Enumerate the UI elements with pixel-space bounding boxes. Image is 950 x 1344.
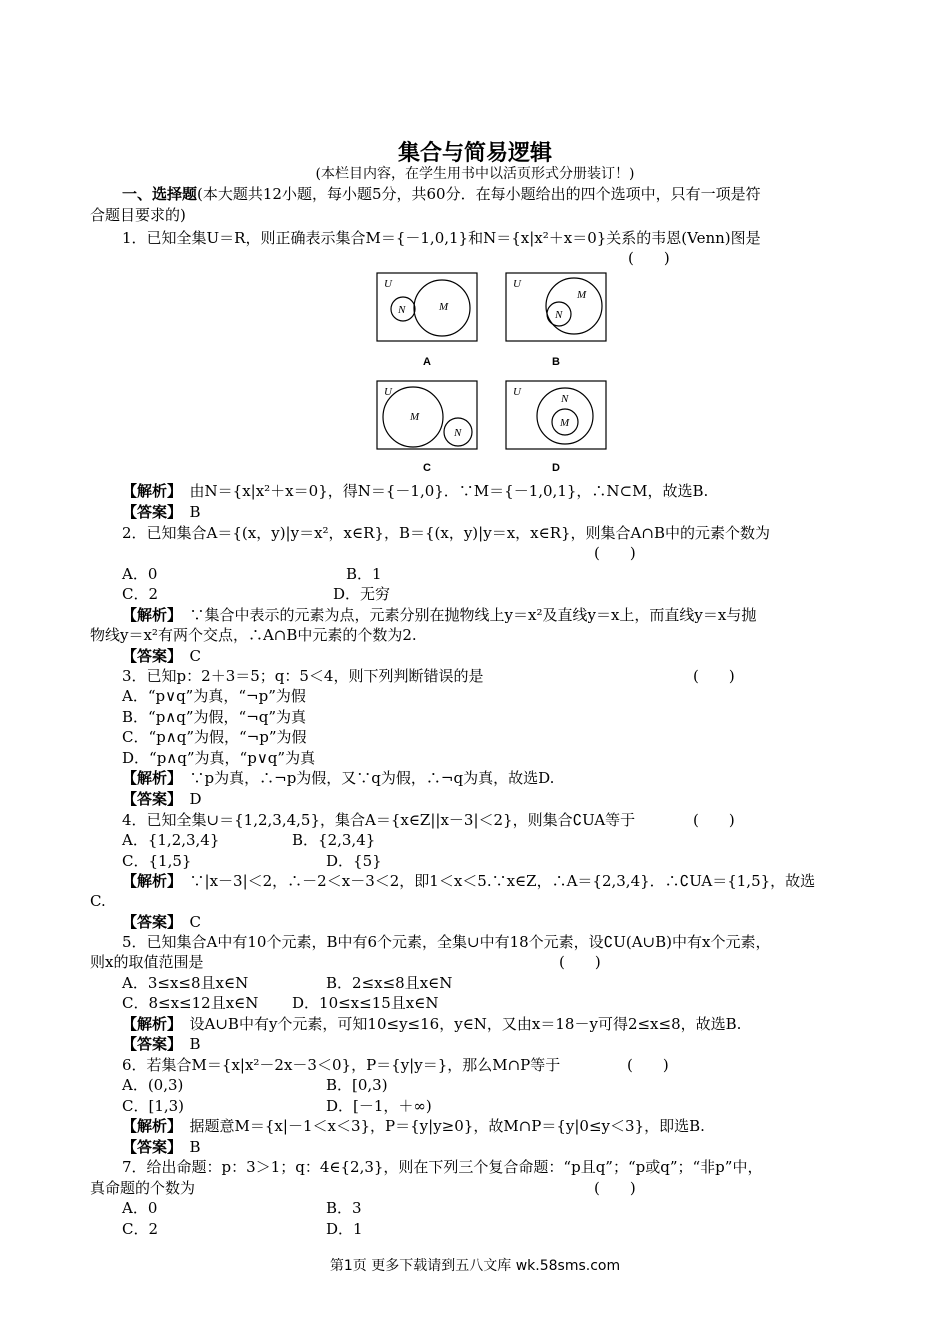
q6-answer-paren: ( ) [627, 1056, 669, 1074]
analysis-label: 【解析】 [122, 482, 175, 500]
q4-analysis-cont: C. [90, 892, 106, 910]
q3-option-d: D．“p∧q”为真，“p∨q”为真 [122, 749, 316, 767]
page-footer: 第1页 更多下载请到五八文库 wk.58sms.com [329, 1258, 621, 1274]
q4-option-a: A．{1,2,3,4} [122, 831, 220, 849]
venn-b-caption: B [552, 356, 560, 368]
q4-answer-paren: ( ) [693, 811, 735, 829]
q3-option-a: A．“p∨q”为真，“¬p”为假 [122, 687, 306, 705]
q7-stem: 7．给出命题：p：3＞1；q：4∈{2,3}，则在下列三个复合命题：“p且q”；“p或q”；“非p”中， [122, 1158, 763, 1176]
section-heading-line [122, 184, 761, 204]
q6-option-b: B．[0,3) [326, 1076, 388, 1094]
q2-answer-line [122, 646, 201, 666]
q6-analysis-line [122, 1116, 705, 1136]
q6-answer: B [189, 1138, 201, 1156]
venn-d-caption: D [552, 462, 560, 474]
q2-stem: 2．已知集合A＝{(x，y)|y＝x²，x∈R}，B＝{(x，y)|y＝x，x∈R}，则集合A∩B中的元素个数为 [122, 524, 770, 542]
q7-stem-cont: 真命题的个数为 [90, 1179, 196, 1197]
q2-answer-paren: ( ) [594, 544, 636, 562]
q1-answer-paren: ( ) [628, 249, 670, 267]
answer-label: 【答案】 [122, 1035, 175, 1053]
venn-c [376, 380, 480, 452]
q1-answer: B [189, 503, 201, 521]
section-desc-cont: 合题目要求的) [90, 206, 186, 224]
q2-option-b: B．1 [346, 565, 382, 583]
q2-option-c: C．2 [122, 585, 159, 603]
venn-a-n-label: N [398, 304, 406, 316]
q5-analysis: 设A∪B中有y个元素，可知10≤y≤16，y∈N，又由x＝18－y可得2≤x≤8，故选B. [189, 1015, 742, 1033]
venn-b-m-label: M [577, 289, 587, 301]
analysis-label: 【解析】 [122, 1117, 175, 1135]
q6-option-c: C．[1,3) [122, 1097, 185, 1115]
venn-c-m-label: M [410, 411, 420, 423]
q4-option-d: D．{5} [326, 852, 382, 870]
q2-analysis-line [122, 605, 756, 625]
q6-analysis: 据题意M＝{x|－1＜x＜3}，P＝{y|y≥0}，故M∩P＝{y|0≤y＜3}，即选B. [189, 1117, 705, 1135]
q2-option-a: A．0 [122, 565, 158, 583]
venn-a-m-label: M [439, 301, 449, 313]
q5-option-b: B．2≤x≤8且x∈N [326, 974, 453, 992]
q4-stem: 4．已知全集∪＝{1,2,3,4,5}，集合A＝{x∈Z||x－3|＜2}，则集合∁UA等于 [122, 811, 636, 829]
analysis-label: 【解析】 [122, 1015, 175, 1033]
q1-analysis-line [122, 481, 708, 501]
q4-answer: C [189, 913, 202, 931]
venn-b [505, 272, 609, 344]
q5-answer: B [189, 1035, 201, 1053]
venn-c-u-label: U [384, 386, 392, 398]
page-subtitle: (本栏目内容，在学生用书中以活页形式分册装订！) [315, 166, 635, 182]
answer-label: 【答案】 [122, 1138, 175, 1156]
answer-label: 【答案】 [122, 647, 175, 665]
q6-option-a: A．(0,3) [122, 1076, 184, 1094]
q6-stem: 6．若集合M＝{x|x²－2x－3＜0}，P＝{y|y＝}，那么M∩P等于 [122, 1056, 561, 1074]
q3-option-b: B．“p∧q”为假，“¬q”为真 [122, 708, 307, 726]
q5-stem-cont: 则x的取值范围是 [90, 953, 204, 971]
analysis-label: 【解析】 [122, 606, 175, 624]
q2-analysis-cont: 物线y＝x²有两个交点，∴A∩B中元素的个数为2. [90, 626, 417, 644]
q4-analysis-line [122, 871, 815, 891]
venn-d-m-label: M [560, 417, 570, 429]
q3-analysis-line [122, 768, 554, 788]
q7-answer-paren: ( ) [594, 1179, 636, 1197]
venn-d-u-label: U [513, 386, 521, 398]
q7-option-c: C．2 [122, 1220, 159, 1238]
venn-d [505, 380, 609, 452]
q4-analysis: ∵|x－3|＜2，∴－2＜x－3＜2，即1＜x＜5.∵x∈Z，∴A＝{2,3,4}．∴∁UA＝{1,5}，故选 [189, 872, 816, 890]
venn-c-caption: C [423, 462, 431, 474]
section-heading: 一、选择题 [122, 185, 198, 203]
q7-option-a: A．0 [122, 1199, 158, 1217]
q1-analysis: 由N＝{x|x²＋x＝0}，得N＝{－1,0}．∵M＝{－1,0,1}，∴N⊂M，故选B. [189, 482, 709, 500]
page-title: 集合与简易逻辑 [397, 141, 552, 166]
q7-option-b: B．3 [326, 1199, 362, 1217]
q6-option-d: D．[－1，＋∞) [326, 1097, 432, 1115]
q1-answer-line [122, 502, 201, 522]
section-desc: (本大题共12小题，每小题5分，共60分．在每小题给出的四个选项中，只有一项是符 [197, 185, 761, 203]
q7-option-d: D．1 [326, 1220, 363, 1238]
analysis-label: 【解析】 [122, 872, 175, 890]
answer-label: 【答案】 [122, 913, 175, 931]
q2-analysis: ∵集合中表示的元素为点，元素分别在抛物线上y＝x²及直线y＝x上，而直线y＝x与抛 [189, 606, 757, 624]
q3-option-c: C．“p∧q”为假，“¬p”为假 [122, 728, 307, 746]
q3-analysis: ∵p为真，∴¬p为假，又∵q为假，∴¬q为真，故选D. [189, 769, 555, 787]
venn-a-caption: A [423, 356, 431, 368]
venn-b-n-label: N [555, 309, 563, 321]
venn-b-u-label: U [513, 278, 521, 290]
q5-analysis-line [122, 1014, 741, 1034]
venn-c-n-label: N [454, 427, 462, 439]
analysis-label: 【解析】 [122, 769, 175, 787]
q3-stem: 3．已知p：2＋3＝5；q：5＜4，则下列判断错误的是 [122, 667, 484, 685]
q5-answer-paren: ( ) [559, 953, 601, 971]
q5-option-c: C．8≤x≤12且x∈N [122, 994, 259, 1012]
answer-label: 【答案】 [122, 790, 175, 808]
venn-a-u-label: U [384, 278, 392, 290]
q4-option-b: B．{2,3,4} [292, 831, 376, 849]
q4-answer-line [122, 912, 201, 932]
q5-answer-line [122, 1034, 201, 1054]
venn-a [376, 272, 480, 344]
q1-stem: 1．已知全集U＝R，则正确表示集合M＝{－1,0,1}和N＝{x|x²＋x＝0}关系的韦恩(Venn)图是 [122, 229, 761, 247]
q5-stem: 5．已知集合A中有10个元素，B中有6个元素，全集∪中有18个元素，设∁U(A∪B)中有x个元素， [122, 933, 771, 951]
q2-answer: C [189, 647, 202, 665]
q3-answer-line [122, 789, 202, 809]
q6-answer-line [122, 1137, 201, 1157]
venn-d-n-label: N [561, 393, 569, 405]
q3-answer-paren: ( ) [693, 667, 735, 685]
q5-option-d: D．10≤x≤15且x∈N [292, 994, 439, 1012]
q2-option-d: D．无穷 [333, 585, 391, 603]
q4-option-c: C．{1,5} [122, 852, 192, 870]
q3-answer: D [189, 790, 202, 808]
answer-label: 【答案】 [122, 503, 175, 521]
q5-option-a: A．3≤x≤8且x∈N [122, 974, 249, 992]
